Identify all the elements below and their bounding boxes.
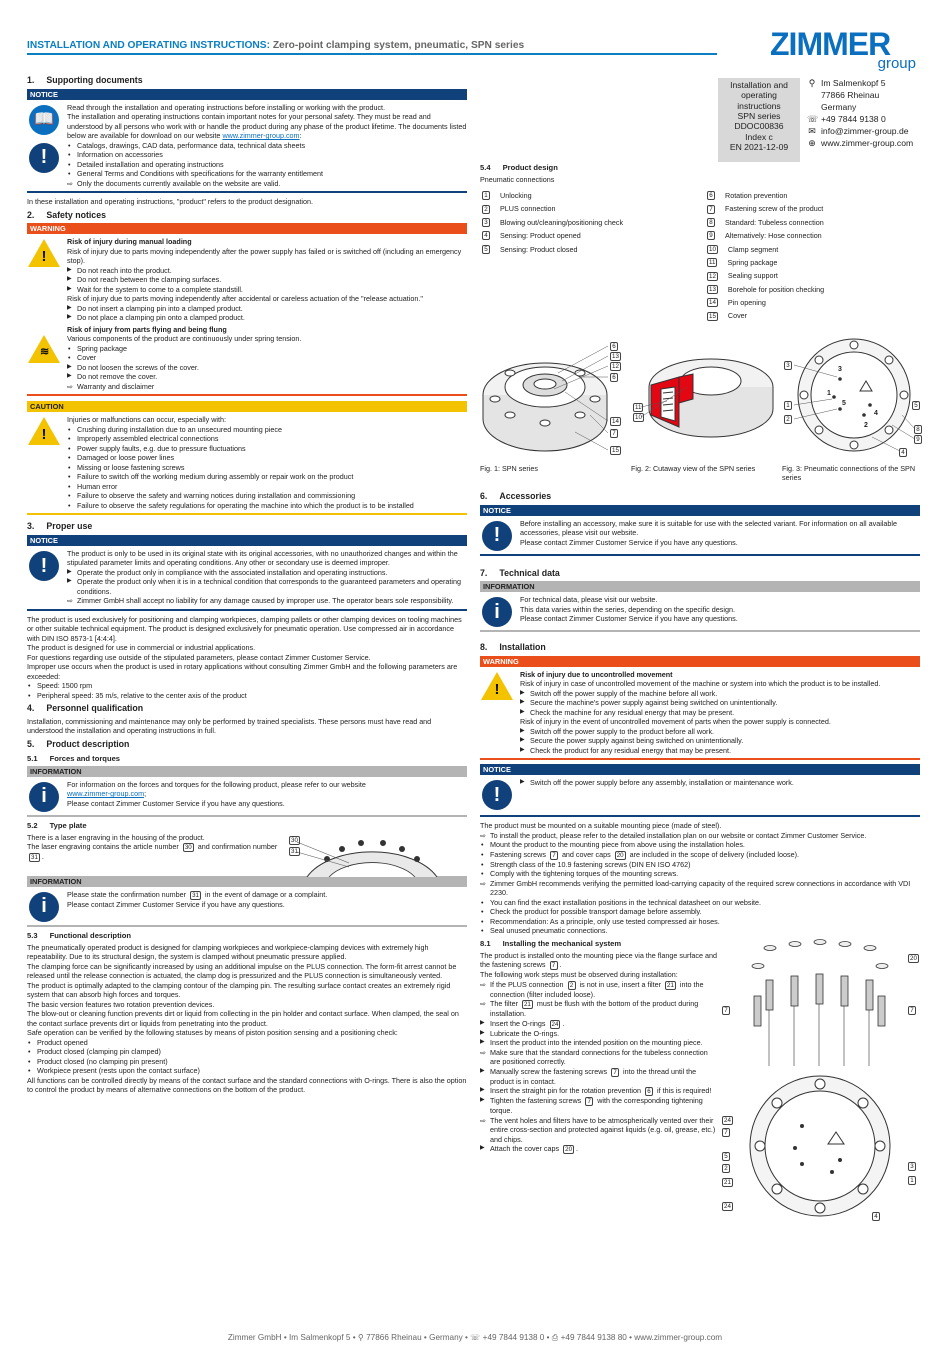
info-icon: i	[482, 597, 512, 627]
information-bar: INFORMATION	[480, 581, 920, 592]
mail-icon: ✉	[808, 126, 816, 136]
installation-figure: 20 7 7 24 7 5 2 21 24 3 1 4	[720, 936, 920, 1226]
section-5-3-heading: 5.3 Functional description	[27, 930, 131, 940]
notice-icon: !	[482, 780, 512, 810]
page-footer: Zimmer GmbH • Im Salmenkopf 5 • ⚲ 77866 Rheinau • Germany • ☏ +49 7844 9138 0 • ⎙ +49 7844 9138 80 • www.zimmer-group.com	[227, 1333, 723, 1342]
email-link[interactable]: info@zimmer-group.de	[821, 126, 909, 136]
spring-tension-icon: ≋	[28, 335, 60, 363]
warning-triangle-icon: !	[481, 672, 513, 700]
left-column: 1. Supporting documents NOTICE 📖 ! Read through the installation and operating instructions before installing or working with the product. The installation and operating instructions contain important notes for your personal safety. They must be read and understood by all persons who work with or handle the product during any phase of the product lifetime. The documents listed below are available for download on our website www.zimmer-group.com: • Catalogs, drawings, CAD data, performance data, technical data sheets • Information on accessories • Detailed installation and operating instructions • General Terms and Conditions with specifications for the warranty entitlement ⇨ Only the documents currently available on the website are valid. In these installation and operating instructions, "product" refers to the product designation. 2. Safety notices WARNING ! ≋ Risk of injury during manual loading Risk of injury due to parts moving independently after the power supply has failed or is switched off (including an emergency stop). ▶ Do not reach into the product. ▶ Do not reach between the clamping surfaces. ▶ Wait for the system to come to a complete standstill. Risk of injury due to parts moving independently after accidental or careless actuation of the "release actuation." ▶ Do not insert a clamping pin into a clamped product. ▶ Do not place a clamping pin onto a clamped product. Risk of injury from parts flying and being flung Various components of the product are continuously under spring tension. • Spring package • Cover ▶ Do not loosen the screws of the cover. ▶ Do not remove the cover. ⇨ Warranty and disclaimer CAUTION ! Injuries or malfunctions can occur, especially with: • Crushing during installation due to an unsecured mounting piece • Improperly assembled electrical connections • Power supply faults, e.g. due to pressure fluctuations • Damaged or loose power lines • Missing or loose fastening screws • Failure to switch off the working medium during assembly or repair work on the product • Human error • Failure to observe the safety and warning notices during installation and commissioning • Failure to observe the safety regulations for operating the machine into which the product is to be installed 3. Proper use NOTICE ! The product is only to be used in its original state with its original accessories, with no unauthorized changes and within the stipulated parameter limits and operating conditions. Any other or secondary use is deemed improper. ▶ Operate the product only in compliance with the associated installation and operating instructions. ▶ Operate the product only when it is in a technical condition that corresponds to the guaranteed parameters and operating conditions. ⇨ Zimmer GmbH shall accept no liability for any damage caused by improper use. The operator bears sole responsibility. The product is used exclusively for positioning and clamping workpieces, clamping pallets or other clamping devices on tooling machines or other suitable technical equipment. The product is designed exclusively for pneumatic operation. Use compressed air in accordance with DIN ISO 8573-1 [4:4:4]. The product is designed for use in commercial or industrial applications. For questions regarding use outside of the stipulated parameters, please contact Zimmer Customer Service. Improper use occurs when the product is used in rotary applications without consulting Zimmer GmbH and the following parameters are exceeded: • Speed: 1500 rpm • Peripheral speed: 35 m/s, relative to the center axis of the product 4. Personnel qualification Installation, commissioning and maintenance may only be performed by trained specialists. These persons must have read and understood the installation and operating instructions in full. 5. Product description 5.1 Forces and torques INFORMATION i For information on the forces and torques for the following product, please refer to our website www.zimmer-group.com; Please contact Zimmer Customer Service if you have any questions. 5.2 Type plate There is a laser engraving in the housing of the product. The laser engraving contains the article number 30 and confirmation number 31 . 30 31 INFORMATION i Please state the confirmation number 31 in the event of damage or a complaint. Please contact Zimmer Customer Service if you have any questions. 5.3 Functional description The pneumatically operated product is designed for clamping workpieces and workpiece-clamping devices with extremely high repeatability. Due to its structural design, the system is clamped without pneumatic pressure applied. The clamping force can be significantly increased by using an additional impulse on the PLUS connection. The form-fit arrest cannot be released until the release connection is actuated, the clamp dog is pressurized and the PLUS connection is simultaneously vented. The product is optimally adapted to the clamping contour of the clamping pin. The resulting surface contact creates an extremely rigid system that can absorb high forces and torques. The basic version features two rotation prevention devices. The blow-out or cleaning function prevents dirt or liquid from collecting in the pin holder and contact surface. When clamped, the seal on the contact surface prevents dirt or liquids from penetrating into the product. Safe operation can be verified by the following statuses by means of piston position sensing and a positioning check: • Product opened • Product closed (clamping pin clamped) • Product closed (no clamping pin present) • Workpiece present (rests upon the contact surface) All functions can be controlled directly by means of the contact surface and the standard connections with O-rings. There is also the option to control the product by means of alternative connections on the bottom of the product.	[27, 72, 467, 1095]
section-7-heading: 7. Technical data	[480, 567, 560, 578]
section-3-heading: 3. Proper use	[27, 521, 93, 532]
section-6-heading: 6. Accessories	[480, 490, 552, 501]
caution-bar: CAUTION	[27, 401, 467, 412]
section-8-1-heading: 8.1 Installing the mechanical system	[480, 938, 622, 948]
notice-box-3: ! The product is only to be used in its original state with its original accessories, with no unauthorized changes and within the stipulated parameter limits and operating conditions. Any other or secondary use is deemed improper. ▶ Operate the product only in compliance with the associated installation and operating instructions. ▶ Operate the product only when it is in a technical condition that corresponds to the guaranteed parameters and operating conditions. ⇨ Zimmer GmbH shall accept no liability for any damage caused by improper use. The operator bears sole responsibility.	[27, 546, 467, 609]
notice-icon: !	[29, 551, 59, 581]
warning-bar: WARNING	[480, 656, 920, 667]
document-info-box: Installation and operating instructions SPN series DDOC00836 Index c EN 2021-12-09	[718, 78, 800, 162]
section-5-2-heading: 5.2 Type plate	[27, 820, 87, 830]
warning-box: ! ≋ Risk of injury during manual loading Risk of injury due to parts moving independently after the power supply has failed or is switched off (including an emergency stop). ▶ Do not reach into the product. ▶ Do not reach between the clamping surfaces. ▶ Wait for the system to come to a complete standstill. Risk of injury due to parts moving independently after accidental or careless actuation of the "release actuation." ▶ Do not insert a clamping pin into a clamped product. ▶ Do not place a clamping pin onto a clamped product. Risk of injury from parts flying and being flung Various components of the product are continuously under spring tension. • Spring package • Cover ▶ Do not loosen the screws of the cover. ▶ Do not remove the cover. ⇨ Warranty and disclaimer	[27, 234, 467, 394]
section-1-heading: 1. Supporting documents	[27, 75, 143, 85]
notice-box-8: ! ▶ Switch off the power supply before any assembly, installation or maintenance work.	[480, 775, 920, 815]
notice-icon: !	[482, 521, 512, 551]
phone-icon: ☏	[807, 114, 819, 124]
figures-row	[480, 337, 920, 483]
web-icon: ⊕	[808, 138, 816, 148]
information-bar: INFORMATION	[27, 876, 467, 887]
read-manual-icon: 📖	[29, 105, 59, 135]
figure-3: 3 1 2 5 8 9 4 3 1 5 2 4 Fig. 3: Pneumatic connections of the SPN series	[782, 337, 927, 483]
warning-triangle-icon: !	[28, 239, 60, 267]
section-5-heading: 5. Product description	[27, 738, 130, 749]
figure-1: 6 13 12 6 14 7 15 Fig. 1: SPN series	[480, 342, 619, 473]
section-5-4-heading: 5.4 Product design	[480, 163, 558, 172]
type-plate-figure: 30 31	[287, 833, 467, 875]
information-bar: INFORMATION	[27, 766, 467, 777]
notice-icon: !	[29, 143, 59, 173]
section-8-heading: 8. Installation	[480, 642, 546, 653]
info-icon: i	[29, 892, 59, 922]
parts-legend: Pneumatic connections 1 Unlocking 2 PLUS connection 3 Blowing out/cleaning/positioning check 4 Sensing: Product opened 5 Sensing: Product closed 6 Rotation prevention 7 Fastening screw of the product 8 Standard: Tubeless connection 9 Alternatively: Hose connection 10 Clamp segment 11 Spring package 12 Sealing support 13 Borehole for position checking 14 Pin opening 15 Cover	[480, 175, 825, 321]
notice-bar: NOTICE	[480, 764, 920, 775]
notice-bar: NOTICE	[480, 505, 920, 516]
contact-block: ⚲ Im Salmenkopf 5 77866 Rheinau Germany ☏ +49 7844 9138 0 ✉ info@zimmer-group.de ⊕ www.zimmer-group.com	[807, 78, 914, 148]
caution-box: ! Injuries or malfunctions can occur, especially with: • Crushing during installation due to an unsecured mounting piece • Improperly assembled electrical connections • Power supply faults, e.g. due to pressure fluctuations • Damaged or loose power lines • Missing or loose fastening screws • Failure to switch off the working medium during assembly or repair work on the product • Human error • Failure to observe the safety and warning notices during installation and commissioning • Failure to observe the safety regulations for operating the machine into which the product is to be installed	[27, 412, 467, 513]
section-4-heading: 4. Personnel qualification	[27, 703, 144, 714]
info-box-7: i For technical data, please visit our website. This data varies within the series, depending on the specific design. Please contact Zimmer Customer Service if you have any questions.	[480, 592, 920, 630]
notice-bar: NOTICE	[27, 89, 467, 100]
section-2-heading: 2. Safety notices	[27, 209, 106, 220]
info-box-5-2: i Please state the confirmation number 31 in the event of damage or a complaint. Please contact Zimmer Customer Service if you have any questions.	[27, 887, 467, 925]
website-link[interactable]: www.zimmer-group.com	[67, 789, 145, 799]
right-column: 5.4 Product design Pneumatic connections 1 Unlocking 2 PLUS connection 3 Blowing out/cleaning/positioning check 4 Sensing: Product opened 5 Sensing: Product closed 6 Rotation prevention 7 Fastening screw of the product 8 Standard: Tubeless connection 9 Alternatively: Hose connection 10 Clamp segment 11 Spring package 12 Sealing support 13 Borehole for position checking 14 Pin opening 15 Cover 6 13 12 6 14 7 15 Fig. 1: SPN series 11 10 Fig. 2: Cutaway view of the SPN series 3 1 2 5 8 9 4 3 1 5 2 4 Fig. 3: Pneumatic connections of the SPN series 6. Accessories NOTICE ! Before installing an accessory, make sure it is suitable for use with the selected variant. For information on all available accessories, please visit our website. Please contact Zimmer Customer Service if you have any questions. 7. Technical data INFORMATION i For technical data, please visit our website. This data varies within the series, depending on the specific design. Please contact Zimmer Customer Service if you have any questions. 8. Installation WARNING ! Risk of injury due to uncontrolled movement Risk of injury in case of uncontrolled movement of the machine or system into which the product is to be installed. ▶ Switch off the power supply of the machine before all work. ▶ Secure the machine's power supply against being switched on unintentionally. ▶ Check the machine for any residual energy that may be present. Risk of injury in the event of uncontrolled movement of parts when the power supply is connected. ▶ Switch off the power supply to the product before all work. ▶ Secure the power supply against being switched on unintentionally. ▶ Check the product for any residual energy that may be present. NOTICE ! ▶ Switch off the power supply before any assembly, installation or maintenance work. The product must be mounted on a suitable mounting piece (made of steel). ⇨ To install the product, please refer to the detailed installation plan on our website or contact Zimmer Customer Service. • Mount the product to the mounting piece from above using the installation holes. • Fastening screws 7 and cover caps 20 are included in the scope of delivery (included loose). • Strength class of the 10.9 fastening screws (DIN EN ISO 4762) • Comply with the tightening torques of the mounting screws. ⇨ Zimmer GmbH recommends verifying the permitted load-carrying capacity of the required screw connections in accordance with VDI 2230. • You can find the exact installation positions in the technical datasheet on our website. • Check the product for possible transport damage before assembly. • Recommendation: As a principle, only use tested compressed air hoses. • Seal unused pneumatic connections. 8.1 Installing the mechanical system The product is installed onto the mounting piece via the flange surface and the fastening screws 7 . The following work steps must be observed during installation: ⇨ If the PLUS connection 2 is not in use, insert a filter 21 into the connection (filter included loose). ⇨ The filter 21 must be flush with the bottom of the product during installation. ▶ Insert the O-rings 24 . ▶ Lubricate the O-rings. ▶ Insert the product into the intended position on the mounting piece. ⇨ Make sure that the standard connections for the tubeless connection are positioned correctly. ▶ Manually screw the fastening screws 7 into the thread until the product is in contact. ▶ Insert the straight pin for the rotation prevention 6 if this is required! ▶ Tighten the fastening screws 7 with the corresponding tightening torque. ⇨ The vent holes and filters have to be atmospherically vented over their entire cross-section and protected against liquids (e.g. oil, grease, etc.) and chips. ▶ Attach the cover caps 20 . 20 7 7 24 7 5 2 21 24 3 1 4	[480, 160, 920, 1226]
title-rule	[27, 53, 717, 55]
notice-box-6: ! Before installing an accessory, make sure it is suitable for use with the selected variant. For information on all available accessories, please visit our website. Please contact Zimmer Customer Service if you have any questions.	[480, 516, 920, 554]
website-link[interactable]: www.zimmer-group.com	[222, 131, 300, 141]
section-5-1-heading: 5.1 Forces and torques	[27, 753, 121, 763]
document-title: INSTALLATION AND OPERATING INSTRUCTIONS: Zero-point clamping system, pneumatic, SPN series	[27, 40, 525, 51]
notice-box-1: 📖 ! Read through the installation and operating instructions before installing or working with the product. The installation and operating instructions contain important notes for your personal safety. They must be read and understood by all persons who work with or handle the product during any phase of the product lifetime. The documents listed below are available for download on our website www.zimmer-group.com: • Catalogs, drawings, CAD data, performance data, technical data sheets • Information on accessories • Detailed installation and operating instructions • General Terms and Conditions with specifications for the warranty entitlement ⇨ Only the documents currently available on the website are valid.	[27, 100, 467, 192]
figure-2: 11 10 Fig. 2: Cutaway view of the SPN series	[631, 337, 776, 483]
warning-box-8: ! Risk of injury due to uncontrolled movement Risk of injury in case of uncontrolled movement of the machine or system into which the product is to be installed. ▶ Switch off the power supply of the machine before all work. ▶ Secure the machine's power supply against being switched on unintentionally. ▶ Check the machine for any residual energy that may be present. Risk of injury in the event of uncontrolled movement of parts when the power supply is connected. ▶ Switch off the power supply to the product before all work. ▶ Secure the power supply against being switched on unintentionally. ▶ Check the product for any residual energy that may be present.	[480, 667, 920, 759]
info-box-5-1: i For information on the forces and torques for the following product, please refer to our website www.zimmer-group.com; Please contact Zimmer Customer Service if you have any questions.	[27, 777, 467, 815]
website-link[interactable]: www.zimmer-group.com	[821, 138, 914, 148]
caution-triangle-icon: !	[28, 417, 60, 445]
pin-icon: ⚲	[808, 78, 816, 88]
info-icon: i	[29, 782, 59, 812]
warning-bar: WARNING	[27, 223, 467, 234]
notice-bar: NOTICE	[27, 535, 467, 546]
zimmer-logo: ZIMMER group	[770, 26, 916, 72]
